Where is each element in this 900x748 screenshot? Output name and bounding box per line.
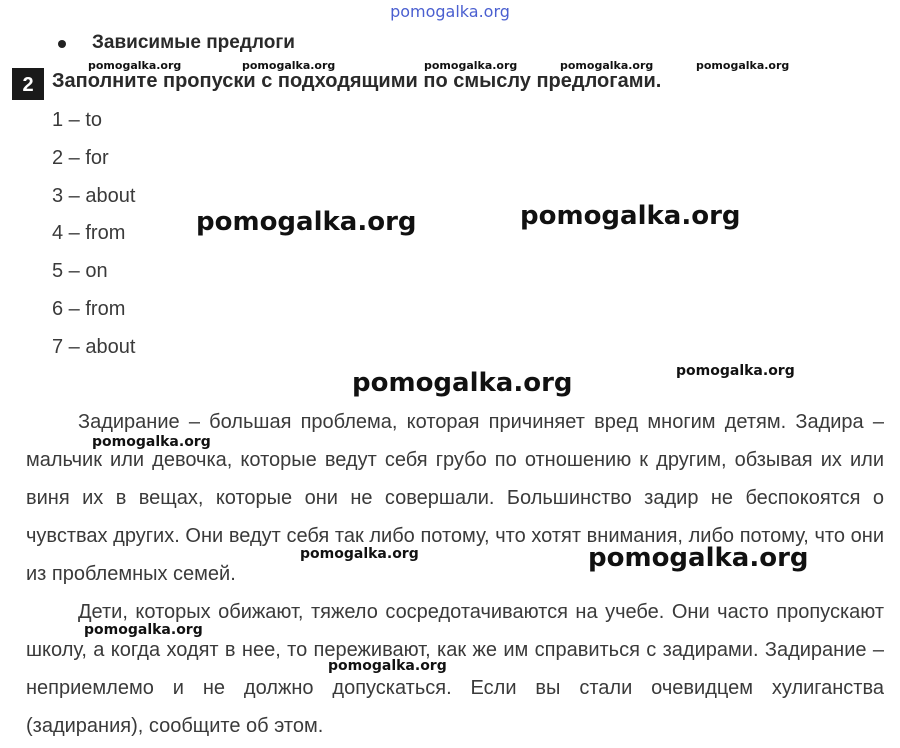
watermark: pomogalka.org — [676, 363, 795, 379]
answer-item: 1 – to — [52, 109, 103, 131]
watermark: pomogalka.org — [352, 368, 573, 398]
answer-item: 7 – about — [52, 335, 136, 358]
site-header-link[interactable]: pomogalka.org — [390, 2, 510, 21]
watermark: pomogalka.org — [520, 201, 741, 231]
watermark: pomogalka.org — [696, 59, 790, 72]
watermark: pomogalka.org — [242, 59, 336, 72]
watermark: pomogalka.org — [84, 622, 203, 638]
answer-list — [52, 106, 135, 371]
answer-item: 5 – on — [52, 260, 108, 283]
answer-item: 2 – for — [52, 146, 109, 169]
watermark: pomogalka.org — [560, 59, 654, 72]
answer-item: 4 – from — [52, 222, 126, 245]
watermark: pomogalka.org — [424, 59, 518, 72]
watermark: pomogalka.org — [92, 434, 211, 450]
watermark: pomogalka.org — [588, 543, 809, 573]
section-title: Зависимые предлоги — [92, 32, 295, 53]
watermark: pomogalka.org — [196, 207, 417, 237]
text-paragraph-1: Задирание – большая проблема, которая причиняет вред многим детям. Задира – мальчик или девочка, которые ведут себя грубо по отношению к другим, обзывая их или виня их в вещах, которые они не совершали. Большинство задир не беспокоятся о чувствах других. Они ведут себя так либо потому, что хотят внимания, либо потому, что они из проблемных семей. — [26, 411, 884, 585]
bullet-dot — [58, 40, 66, 48]
exercise-number-badge: 2 — [12, 68, 44, 100]
watermark: pomogalka.org — [300, 546, 419, 562]
watermark: pomogalka.org — [328, 658, 447, 674]
watermark: pomogalka.org — [88, 59, 182, 72]
text-paragraph-2: Дети, которых обижают, тяжело сосредотачиваются на учебе. Они часто пропускают школу, а когда ходят в нее, то переживают, как же им справиться с задирами. Задирание – неприемлемо и не должно допускаться. Если вы стали очевидцем хулиганства (задирания), сообщите об этом. — [26, 601, 884, 737]
answer-item: 3 – about — [52, 184, 136, 207]
exercise-instruction: Заполните пропуски с подходящими по смыслу предлогами. — [52, 70, 662, 92]
answer-item: 6 – from — [52, 297, 126, 320]
